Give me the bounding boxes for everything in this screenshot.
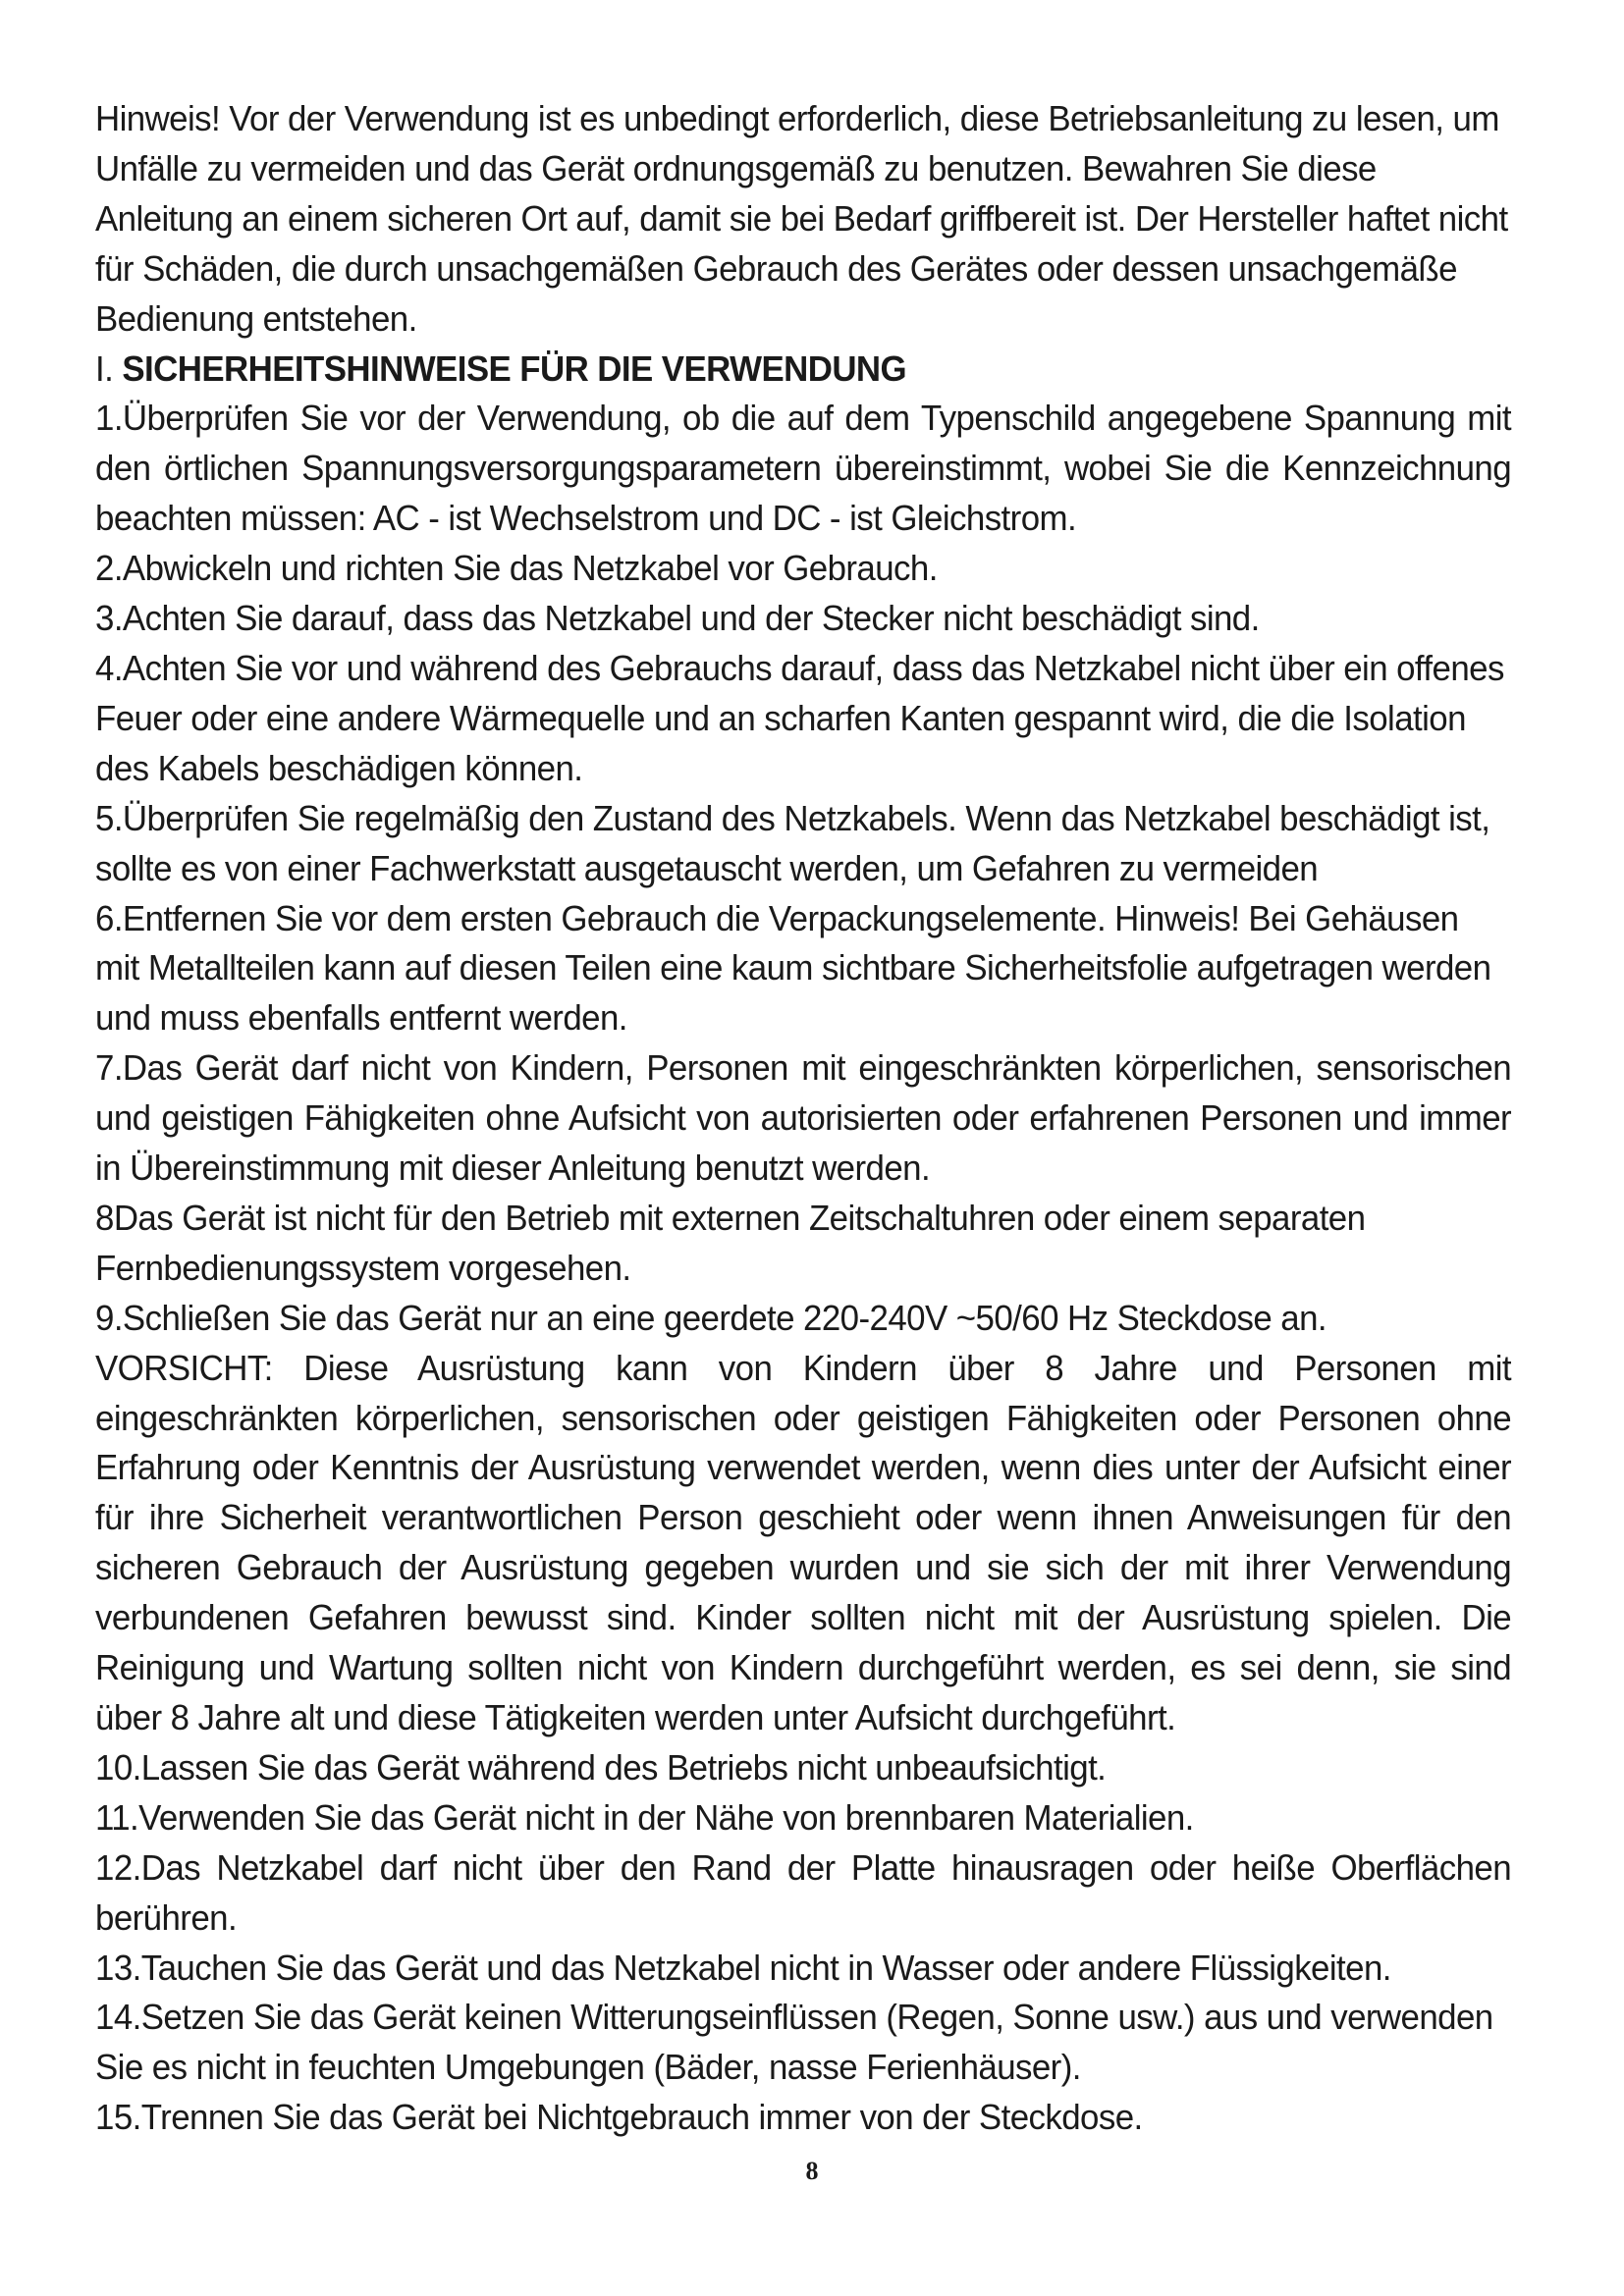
safety-item-11: 11.Verwenden Sie das Gerät nicht in der Nähe von brennbaren Materialien.	[95, 1796, 1194, 1838]
safety-item-15: 15.Trennen Sie das Gerät bei Nichtgebrauch immer von der Steckdose.	[95, 2097, 1143, 2138]
section-heading	[95, 345, 1511, 395]
safety-item-13: 13.Tauchen Sie das Gerät und das Netzkabel nicht in Wasser oder andere Flüssigkeiten.	[95, 1947, 1391, 1988]
safety-item-6: 6.Entfernen Sie vor dem ersten Gebrauch die Verpackungselemente. Hinweis! Bei Gehäusen mit Metallteilen kann auf diesen Teilen eine kaum sichtbare Sicherheitsfolie aufgetragen werden und muss ebenfalls entfernt werden.	[95, 897, 1491, 1039]
section-number: I.	[95, 347, 123, 389]
intro-paragraph: Hinweis! Vor der Verwendung ist es unbedingt erforderlich, diese Betriebsanleitung zu lesen, um Unfälle zu vermeiden und das Gerät ordnungsgemäß zu benutzen. Bewahren Sie diese Anleitung an einem sicheren Ort auf, damit sie bei Bedarf griffbereit ist. Der Hersteller haftet nicht für Schäden, die durch unsachgemäßen Gebrauch des Gerätes oder dessen unsachgemäße Bedienung entstehen.	[95, 98, 1508, 339]
safety-item-10: 10.Lassen Sie das Gerät während des Betriebs nicht unbeaufsichtigt.	[95, 1746, 1107, 1788]
safety-item-2: 2.Abwickeln und richten Sie das Netzkabel vor Gebrauch.	[95, 548, 938, 589]
safety-item-12: 12.Das Netzkabel darf nicht über den Rand der Platte hinausragen oder heiße Oberflächen berühren.	[95, 1846, 1512, 1938]
page-text-column	[95, 94, 1511, 2143]
caution-paragraph: VORSICHT: Diese Ausrüstung kann von Kindern über 8 Jahre und Personen mit eingeschränkten körperlichen, sensorischen oder geistigen Fähigkeiten oder Personen ohne Erfahrung oder Kenntnis der Ausrüstung verwendet werden, wenn dies unter der Aufsicht einer für ihre Sicherheit verantwortlichen Person geschieht oder wenn ihnen Anweisungen für den sicheren Gebrauch der Ausrüstung gegeben wurden und sie sich der mit ihrer Verwendung verbundenen Gefahren bewusst sind. Kinder sollten nicht mit der Ausrüstung spielen. Die Reinigung und Wartung sollten nicht von Kindern durchgeführt werden, es sei denn, sie sind über 8 Jahre alt und diese Tätigkeiten werden unter Aufsicht durchgeführt.	[95, 1347, 1512, 1737]
safety-item-7: 7.Das Gerät darf nicht von Kindern, Personen mit eingeschränkten körperlichen, sensorischen und geistigen Fähigkeiten ohne Aufsicht von autorisierten oder erfahrenen Personen und immer in Übereinstimmung mit dieser Anleitung benutzt werden.	[95, 1047, 1512, 1189]
safety-item-5: 5.Überprüfen Sie regelmäßig den Zustand des Netzkabels. Wenn das Netzkabel beschädigt ist, sollte es von einer Fachwerkstatt ausgetauscht werden, um Gefahren zu vermeiden	[95, 797, 1490, 888]
safety-item-14: 14.Setzen Sie das Gerät keinen Witterungseinflüssen (Regen, Sonne usw.) aus und verwenden Sie es nicht in feuchten Umgebungen (Bäder, nasse Ferienhäuser).	[95, 1997, 1493, 2088]
safety-item-8: 8Das Gerät ist nicht für den Betrieb mit externen Zeitschaltuhren oder einem separaten Fernbedienungssystem vorgesehen.	[95, 1197, 1366, 1288]
section-title: SICHERHEITSHINWEISE FÜR DIE VERWENDUNG	[122, 347, 907, 389]
safety-item-3: 3.Achten Sie darauf, dass das Netzkabel und der Stecker nicht beschädigt sind.	[95, 598, 1260, 639]
safety-item-9: 9.Schließen Sie das Gerät nur an eine geerdete 220-240V ~50/60 Hz Steckdose an.	[95, 1297, 1327, 1338]
page-number: 8	[805, 2157, 819, 2185]
safety-item-4: 4.Achten Sie vor und während des Gebrauchs darauf, dass das Netzkabel nicht über ein offenes Feuer oder eine andere Wärmequelle und an scharfen Kanten gespannt wird, die die Isolation des Kabels beschädigen können.	[95, 647, 1504, 788]
safety-item-1: 1.Überprüfen Sie vor der Verwendung, ob die auf dem Typenschild angegebene Spannung mit den örtlichen Spannungsversorgungsparametern übereinstimmt, wobei Sie die Kennzeichnung beachten müssen: AC - ist Wechselstrom und DC - ist Gleichstrom.	[95, 398, 1512, 539]
